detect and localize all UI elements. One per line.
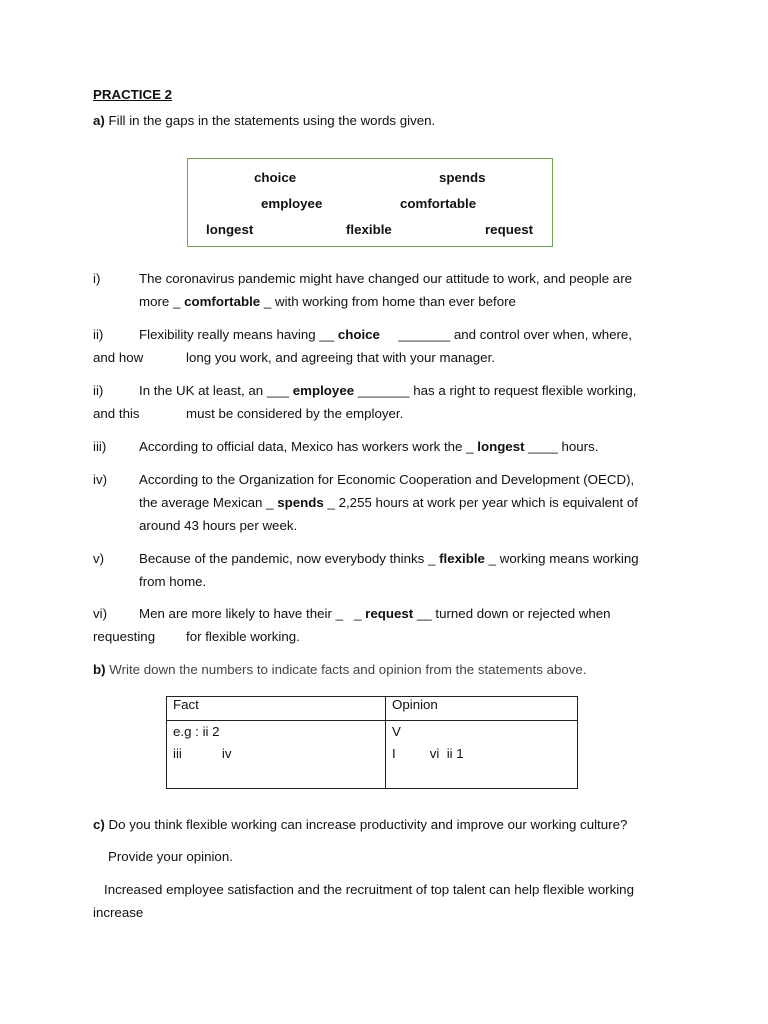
answer-word: flexible — [439, 551, 485, 566]
statement-text: must be considered by the employer. — [186, 406, 404, 421]
part-c-question — [93, 817, 627, 832]
fact-cell: e.g : ii 2 iii iv — [167, 721, 386, 789]
statement-number: iv) — [93, 472, 108, 487]
statement-text: long you work, and agreeing that with your manager. — [186, 350, 495, 365]
statement-number: v) — [93, 551, 105, 566]
answer-word: longest — [477, 439, 525, 454]
word-bank-item: spends — [439, 170, 486, 185]
page-title: PRACTICE 2 — [93, 87, 173, 102]
statement-number: vi) — [93, 606, 108, 621]
part-c-text: Do you think flexible working can increase productivity and improve our working culture? — [108, 817, 628, 832]
statement-number: iii) — [93, 439, 107, 454]
answer-word: comfortable — [184, 294, 261, 309]
part-c-answer: Increased employee satisfaction and the recruitment of top talent can help flexible working — [104, 882, 634, 897]
statement-text: for flexible working. — [186, 629, 300, 644]
statement-text: Men are more likely to have their _ _ request __ turned down or rejected when — [139, 606, 611, 621]
part-b-instruction — [93, 662, 587, 677]
word-bank-item: flexible — [346, 222, 392, 237]
part-b-label: b) — [93, 662, 106, 677]
statement-number: i) — [93, 271, 101, 286]
part-a-label: a) — [93, 113, 105, 128]
word-bank-box — [187, 158, 553, 247]
table-header-fact: Fact — [167, 697, 386, 721]
statement-text: Because of the pandemic, now everybody thinks _ flexible _ working means working — [139, 551, 639, 566]
word-bank-item: longest — [206, 222, 254, 237]
statement-text: In the UK at least, an ___ employee _______ has a right to request flexible working, — [139, 383, 637, 398]
answer-word: choice — [337, 327, 380, 342]
statement-text: and how — [93, 350, 144, 365]
word-bank-item: comfortable — [400, 196, 477, 211]
part-c-prompt: Provide your opinion. — [108, 849, 233, 864]
word-bank-item: request — [485, 222, 534, 237]
part-a-instruction — [93, 113, 435, 128]
answer-word: employee — [292, 383, 355, 398]
word-bank-item: employee — [261, 196, 323, 211]
part-c-label: c) — [93, 817, 105, 832]
word-bank-item: choice — [254, 170, 297, 185]
fact-opinion-table — [166, 696, 578, 789]
statement-text: the average Mexican _ spends _ 2,255 hours at work per year which is equivalent of — [139, 495, 638, 510]
statement-text: and this — [93, 406, 140, 421]
statement-text: around 43 hours per week. — [139, 518, 298, 533]
statement-text: The coronavirus pandemic might have changed our attitude to work, and people are — [139, 271, 633, 286]
statement-text: According to the Organization for Economic Cooperation and Development (OECD), — [139, 472, 635, 487]
statement-number: ii) — [93, 327, 104, 342]
part-a-text: Fill in the gaps in the statements using the words given. — [108, 113, 436, 128]
statement-text: requesting — [93, 629, 156, 644]
statement-text: According to official data, Mexico has workers work the _ longest ____ hours. — [139, 439, 599, 454]
answer-word: spends — [277, 495, 324, 510]
statement-text: more _ comfortable _ with working from home than ever before — [139, 294, 516, 309]
part-c-answer: increase — [93, 905, 144, 920]
answer-word: request — [365, 606, 414, 621]
part-b-text: Write down the numbers to indicate facts and opinion from the statements above. — [109, 662, 587, 677]
opinion-cell: V I vi ii 1 — [386, 721, 578, 789]
statement-number: ii) — [93, 383, 104, 398]
statement-text: Flexibility really means having __ choice _______ and control over when, where, — [139, 327, 633, 342]
table-header-opinion: Opinion — [386, 697, 578, 721]
statement-text: from home. — [139, 574, 207, 589]
